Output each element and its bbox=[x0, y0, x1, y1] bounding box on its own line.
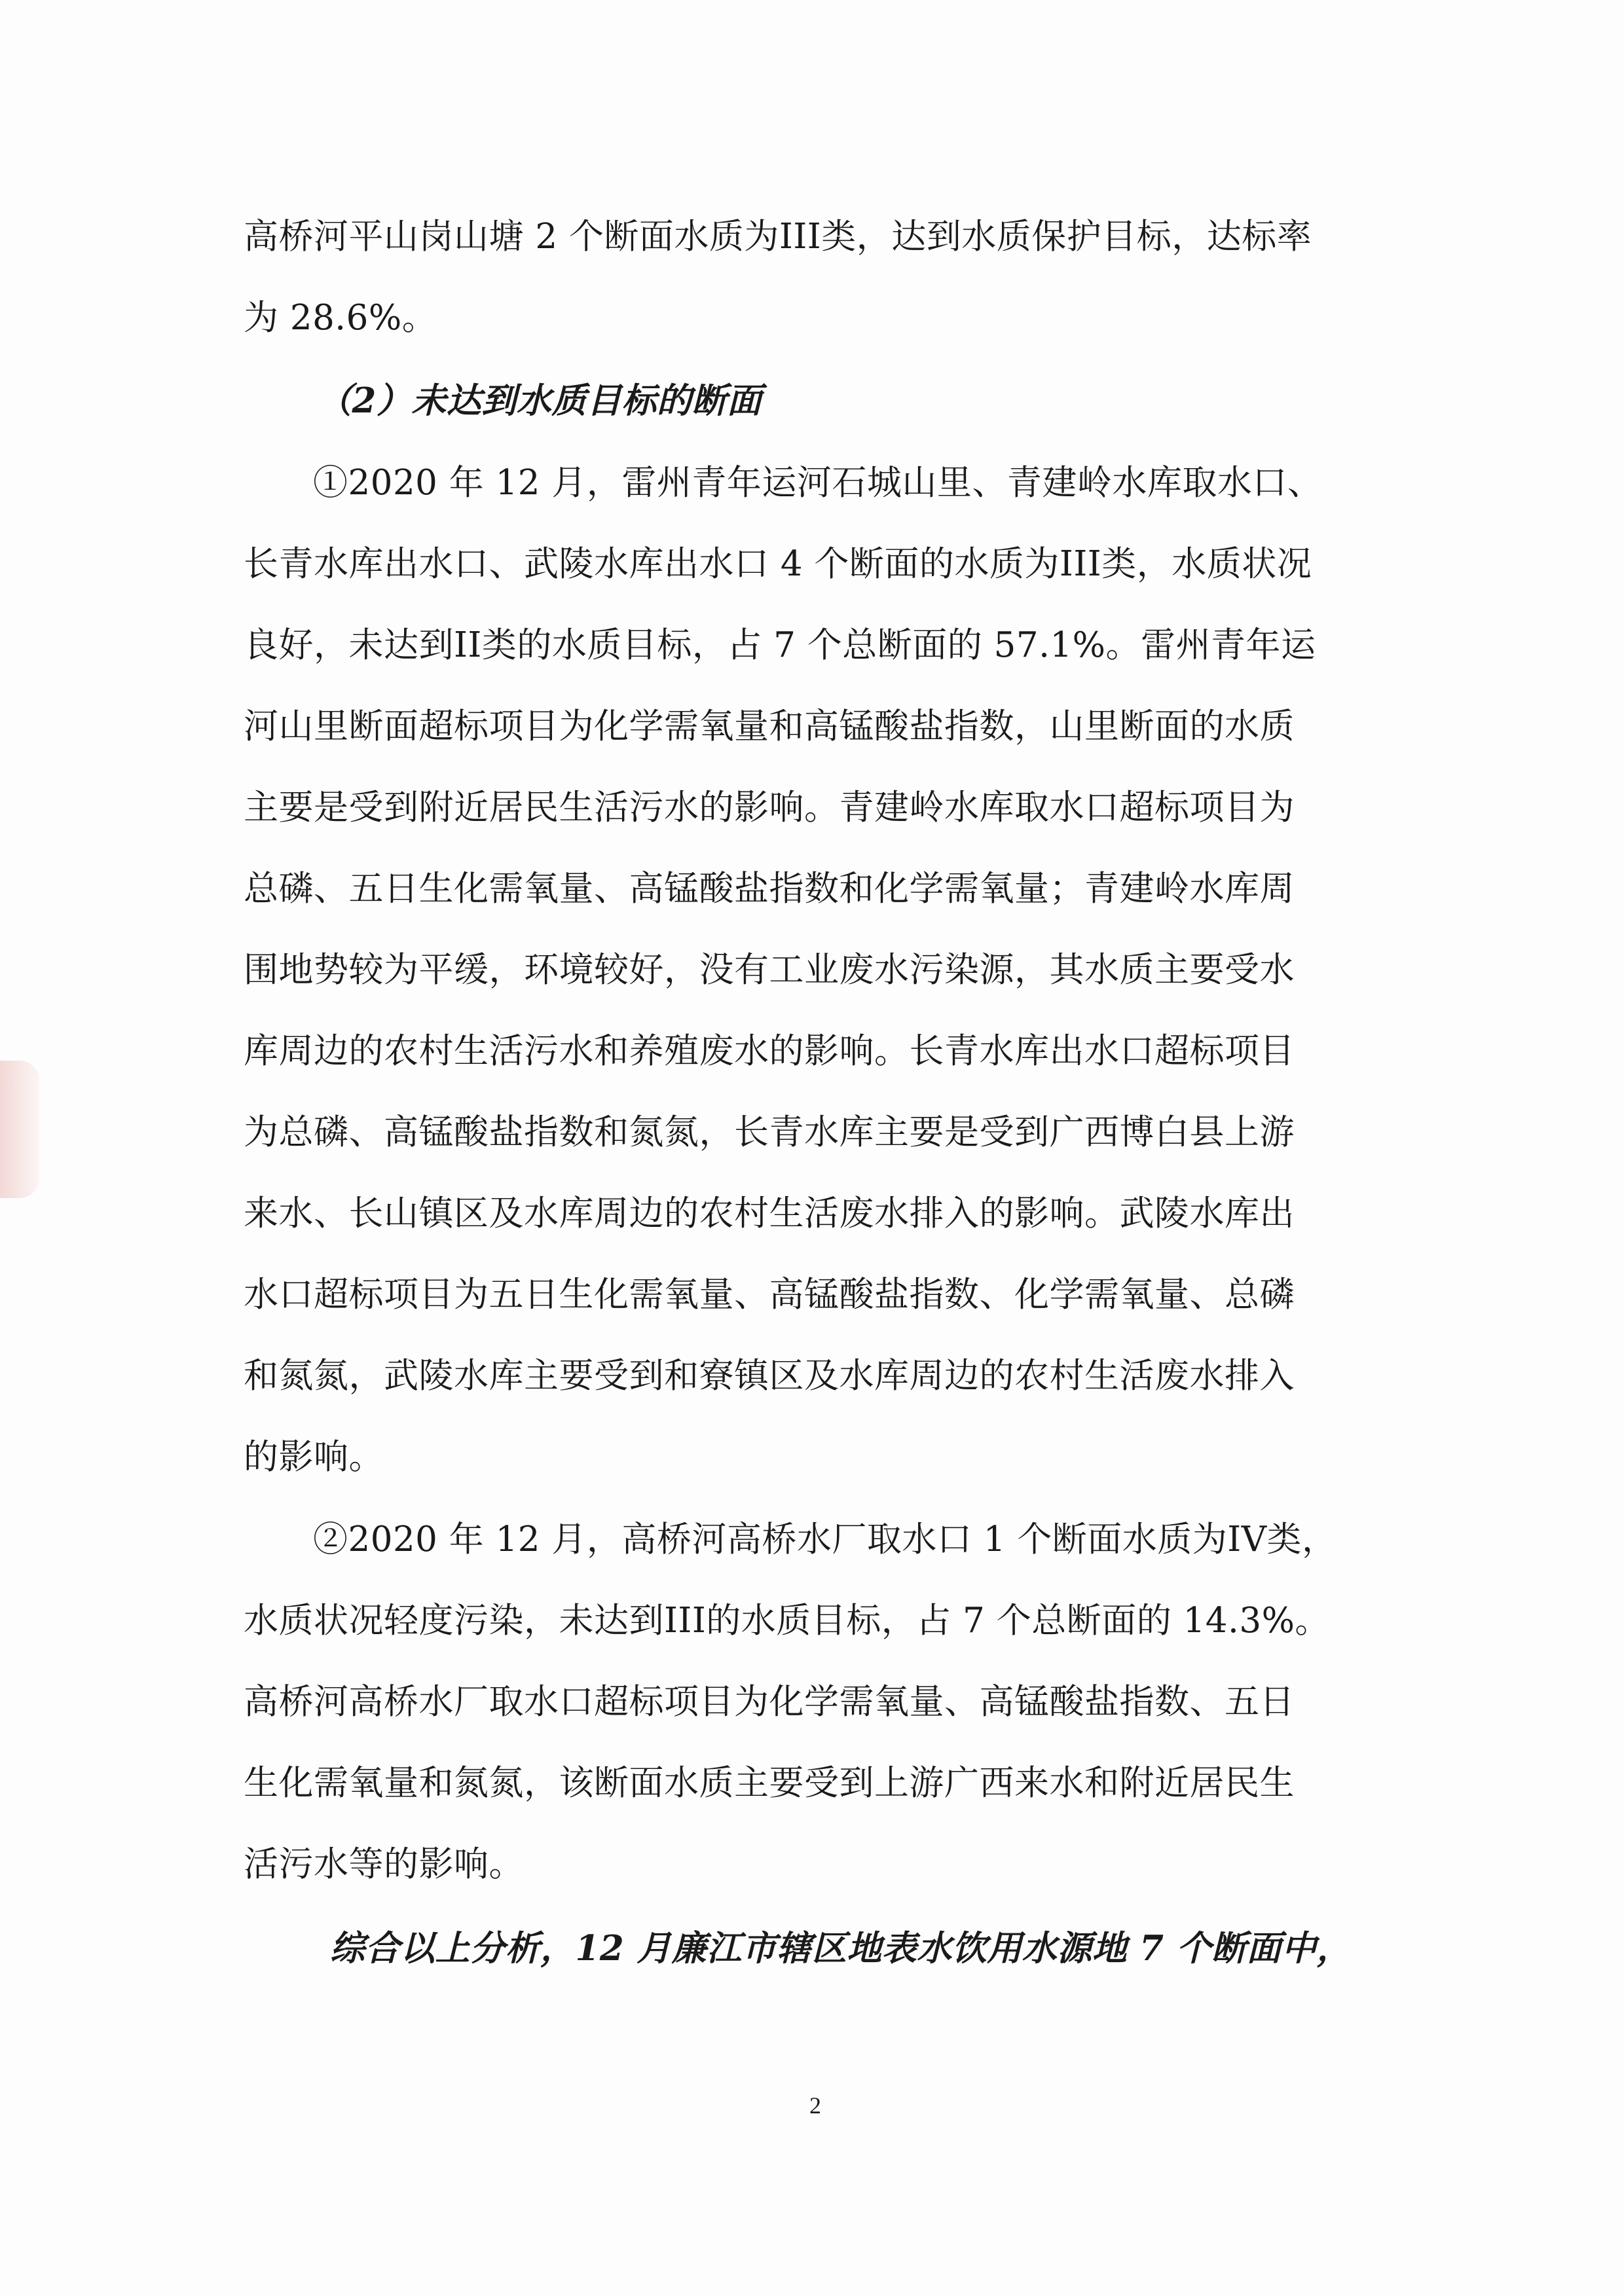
text-line: 和氮氮，武陵水库主要受到和寮镇区及水库周边的农村生活废水排入 bbox=[244, 1356, 1295, 1396]
text-line: ②2020 年 12 月，高桥河高桥水厂取水口 1 个断面水质为IV类， bbox=[313, 1520, 1337, 1559]
text-line: 主要是受到附近居民生活污水的影响。青建岭水库取水口超标项目为 bbox=[244, 788, 1295, 828]
text-line: 高桥河平山岗山塘 2 个断面水质为III类，达到水质保护目标，达标率 bbox=[244, 217, 1312, 257]
text-line: 为 28.6%。 bbox=[244, 298, 437, 338]
text-line: 水质状况轻度污染，未达到III的水质目标，占 7 个总断面的 14.3%。 bbox=[244, 1601, 1330, 1641]
summary-line: 综合以上分析，12 月廉江市辖区地表水饮用水源地 7 个断面中， bbox=[330, 1928, 1352, 1969]
page-number: 2 bbox=[809, 2092, 821, 2119]
text-line: ①2020 年 12 月，雷州青年运河石城山里、青建岭水库取水口、 bbox=[313, 463, 1323, 503]
text-line: 水口超标项目为五日生化需氧量、高锰酸盐指数、化学需氧量、总磷 bbox=[244, 1275, 1295, 1315]
text-line: 为总磷、高锰酸盐指数和氮氮，长青水库主要是受到广西博白县上游 bbox=[244, 1112, 1295, 1152]
text-line: 来水、长山镇区及水库周边的农村生活废水排入的影响。武陵水库出 bbox=[244, 1194, 1295, 1233]
text-line: 河山里断面超标项目为化学需氧量和高锰酸盐指数，山里断面的水质 bbox=[244, 706, 1295, 746]
text-line: 长青水库出水口、武陵水库出水口 4 个断面的水质为III类，水质状况 bbox=[244, 544, 1312, 584]
text-line: 库周边的农村生活污水和养殖废水的影响。长青水库出水口超标项目 bbox=[244, 1031, 1295, 1071]
text-line: 围地势较为平缓，环境较好，没有工业废水污染源，其水质主要受水 bbox=[244, 950, 1295, 990]
text-line: 总磷、五日生化需氧量、高锰酸盐指数和化学需氧量；青建岭水库周 bbox=[244, 869, 1295, 909]
text-line: 生化需氧量和氮氮，该断面水质主要受到上游广西来水和附近居民生 bbox=[244, 1763, 1295, 1803]
text-line: 高桥河高桥水厂取水口超标项目为化学需氧量、高锰酸盐指数、五日 bbox=[244, 1682, 1295, 1722]
text-line: 活污水等的影响。 bbox=[244, 1844, 524, 1884]
text-line: 良好，未达到II类的水质目标，占 7 个总断面的 57.1%。雷州青年运 bbox=[244, 625, 1316, 665]
section-heading: （2）未达到水质目标的断面 bbox=[317, 380, 762, 421]
seal-stamp-fragment bbox=[0, 1061, 39, 1198]
text-line: 的影响。 bbox=[244, 1437, 384, 1477]
